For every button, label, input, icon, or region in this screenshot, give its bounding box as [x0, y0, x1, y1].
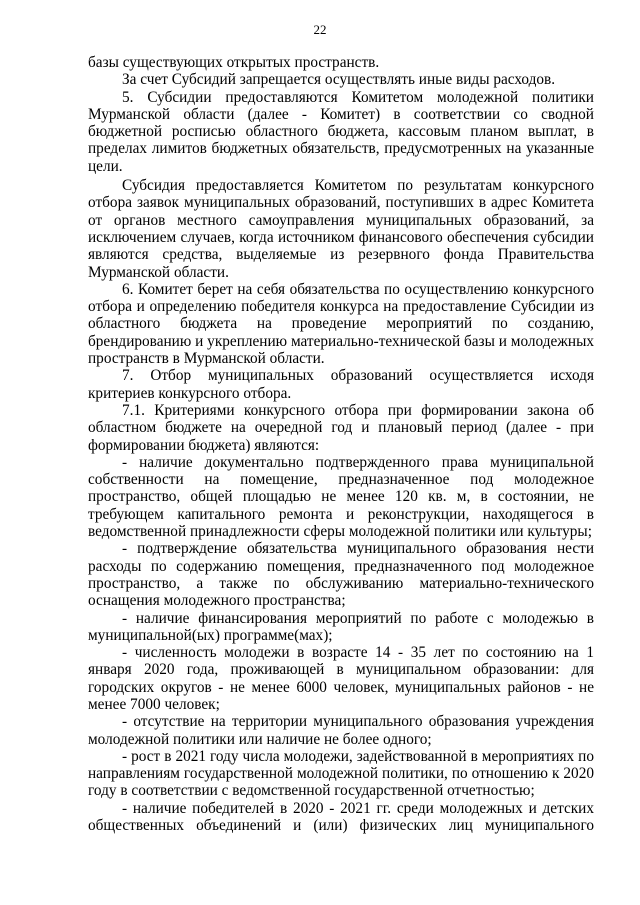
list-item: - наличие документально подтвержденного права муниципальной собственности на помещение, предназначенное под молодежное пространство, общей площадью не менее 120 кв. м, в состоянии, не требующем капитального ремонта и реконструкции, находящегося в ведомственной принадлежности сферы молодежной политики или культуры;: [88, 453, 594, 541]
paragraph: базы существующих открытых пространств.: [88, 54, 380, 71]
paragraph: 7.1. Критериями конкурсного отбора при формировании закона об областном бюджете на очередной год и плановый период (далее - при формировании бюджета) являются:: [88, 401, 594, 454]
paragraph: 7. Отбор муниципальных образований осуществляется исходя критериев конкурсного отбора.: [88, 367, 594, 402]
list-item: - наличие победителей в 2020 - 2021 гг. среди молодежных и детских общественных объединений и (или) физических лиц муниципального: [88, 799, 594, 835]
paragraph: 6. Комитет берет на себя обязательства по осуществлению конкурсного отбора и определению победителя конкурса на предоставление Субсидии из областного бюджета на проведение мероприятий по созданию, брендированию и укреплению материально-технической базы и молодежных пространств в Мурманской области.: [88, 280, 594, 368]
list-item: - рост в 2021 году числа молодежи, задействованной в мероприятиях по направлениям государственной молодежной политики, по отношению к 2020 году в соответствии с ведомственной государственной отчетностью;: [88, 747, 594, 800]
paragraph: Субсидия предоставляется Комитетом по результатам конкурсного отбора заявок муниципальных образований, поступивших в адрес Комитета от органов местного самоуправления муниципальных образований, за исключением случаев, когда источником финансового обеспечения субсидии являются средства, выделяемые из резервного фонда Правительства Мурманской области.: [88, 177, 594, 281]
list-item: - отсутствие на территории муниципального образования учреждения молодежной политики или наличие не более одного;: [88, 713, 594, 748]
list-item: - наличие финансирования мероприятий по работе с молодежью в муниципальной(ых) программе(мах);: [88, 609, 594, 644]
list-item: - подтверждение обязательства муниципального образования нести расходы по содержанию помещения, предназначенного под молодежное пространство, а также по обслуживанию материально-технического оснащения молодежного пространства;: [88, 540, 594, 610]
list-item: - численность молодежи в возрасте 14 - 35 лет по состоянию на 1 января 2020 года, проживающей в муниципальном образовании: для городских округов - не менее 6000 человек, муниципальных районов - не менее 7000 человек;: [88, 644, 594, 713]
body-text: [88, 54, 594, 834]
paragraph: За счет Субсидий запрещается осуществлять иные виды расходов.: [122, 71, 556, 89]
page-number: 22: [313, 22, 327, 37]
paragraph: 5. Субсидии предоставляются Комитетом молодежной политики Мурманской области (далее - Комитет) в соответствии со сводной бюджетной росписью областного бюджета, кассовым планом выплат, в пределах лимитов бюджетных обязательств, предусмотренных на указанные цели.: [88, 88, 594, 175]
